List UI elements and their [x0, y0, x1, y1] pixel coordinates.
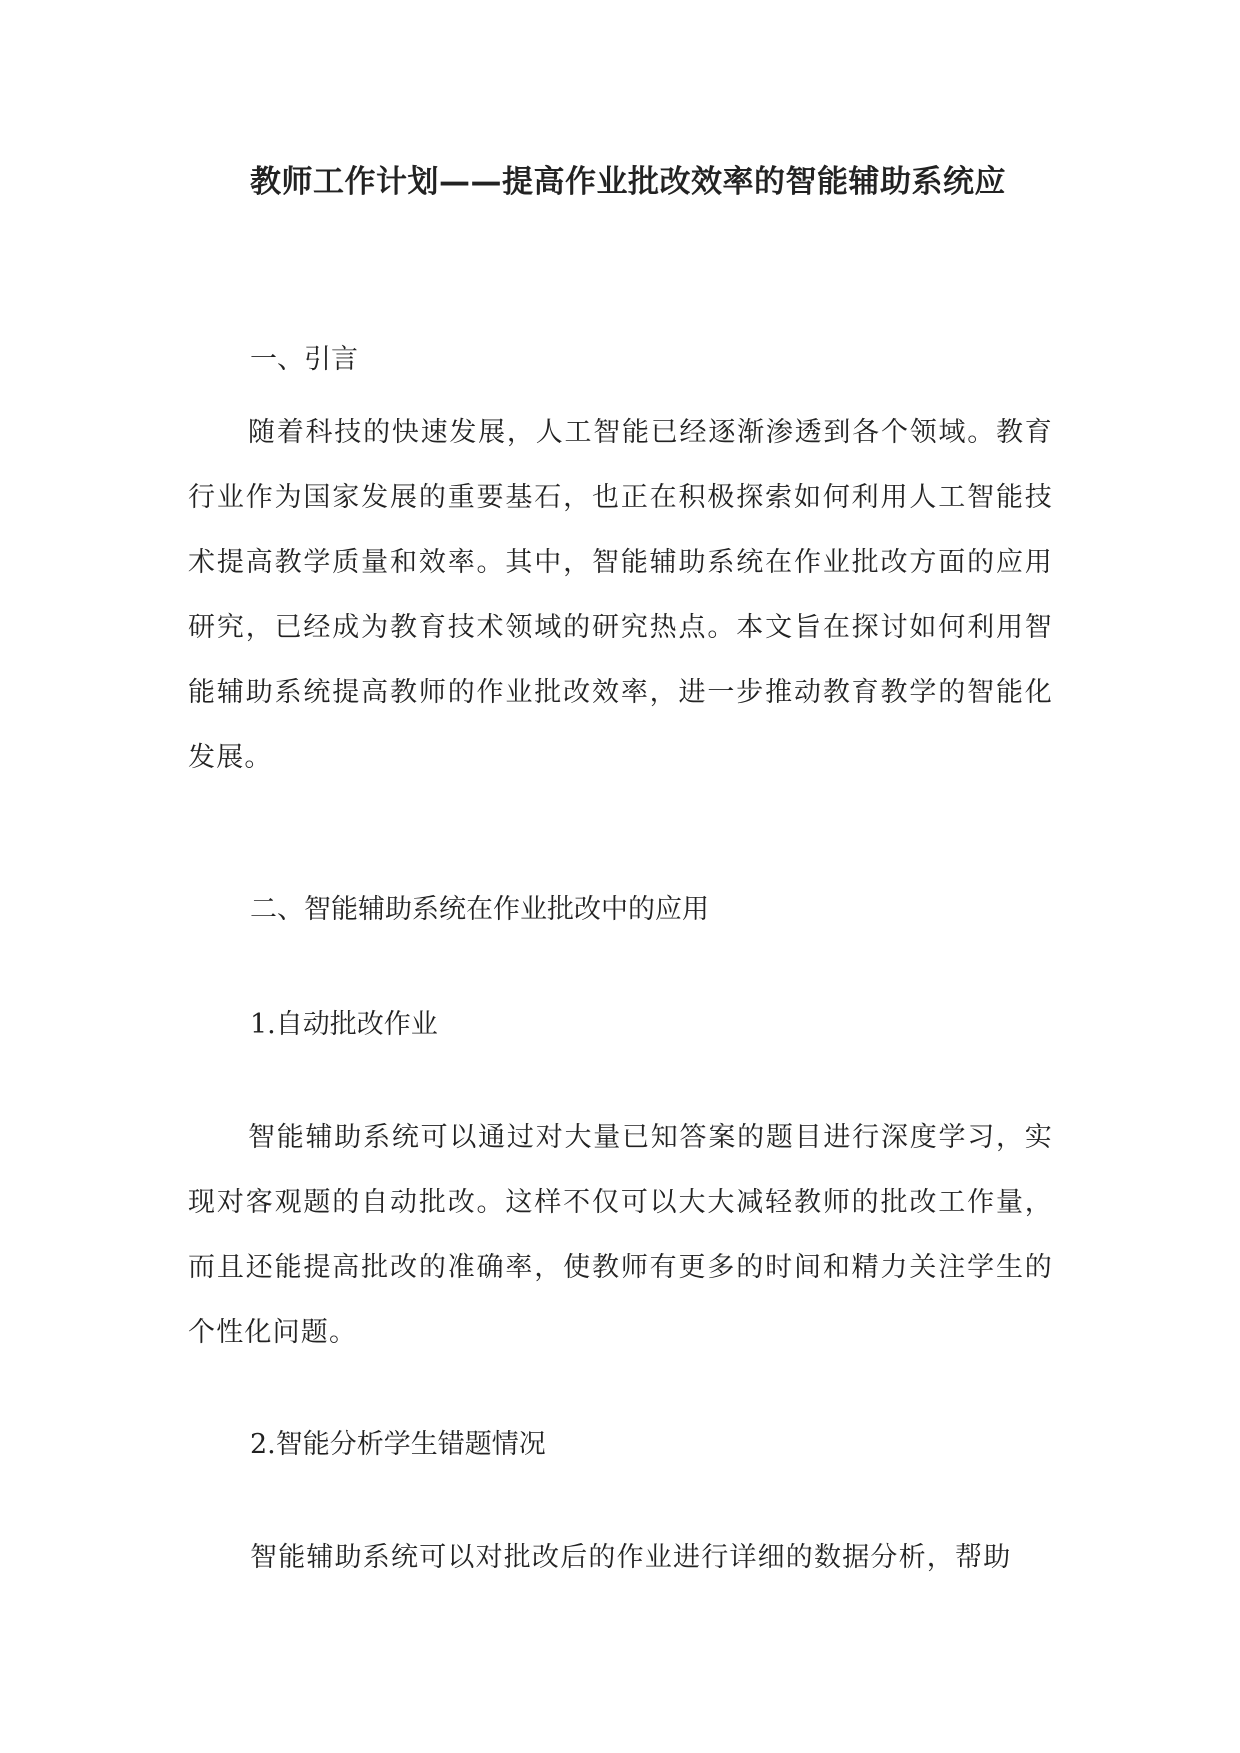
subheading-error-analysis: 2.智能分析学生错题情况 [250, 1429, 546, 1460]
subheading-auto-grading: 1.自动批改作业 [250, 1009, 438, 1040]
paragraph-introduction: 随着科技的快速发展，人工智能已经逐渐渗透到各个领域。教育行业作为国家发展的重要基石，也正在积极探索如何利用人工智能技术提高教学质量和效率。其中，智能辅助系统在作业批改方面的应用研究，已经成为教育技术领域的研究热点。本文旨在探讨如何利用智能辅助系统提高教师的作业批改效率，进一步推动教育教学的智能化发展。 [188, 417, 1053, 773]
section-heading-application: 二、智能辅助系统在作业批改中的应用 [250, 894, 709, 925]
paragraph-error-analysis: 智能辅助系统可以对批改后的作业进行详细的数据分析，帮助 [250, 1542, 1012, 1573]
section-heading-introduction: 一、引言 [250, 344, 358, 375]
document-title: 教师工作计划——提高作业批改效率的智能辅助系统应 [250, 164, 1006, 200]
paragraph-auto-grading: 智能辅助系统可以通过对大量已知答案的题目进行深度学习，实现对客观题的自动批改。这样不仅可以大大减轻教师的批改工作量，而且还能提高批改的准确率，使教师有更多的时间和精力关注学生的个性化问题。 [188, 1122, 1053, 1348]
